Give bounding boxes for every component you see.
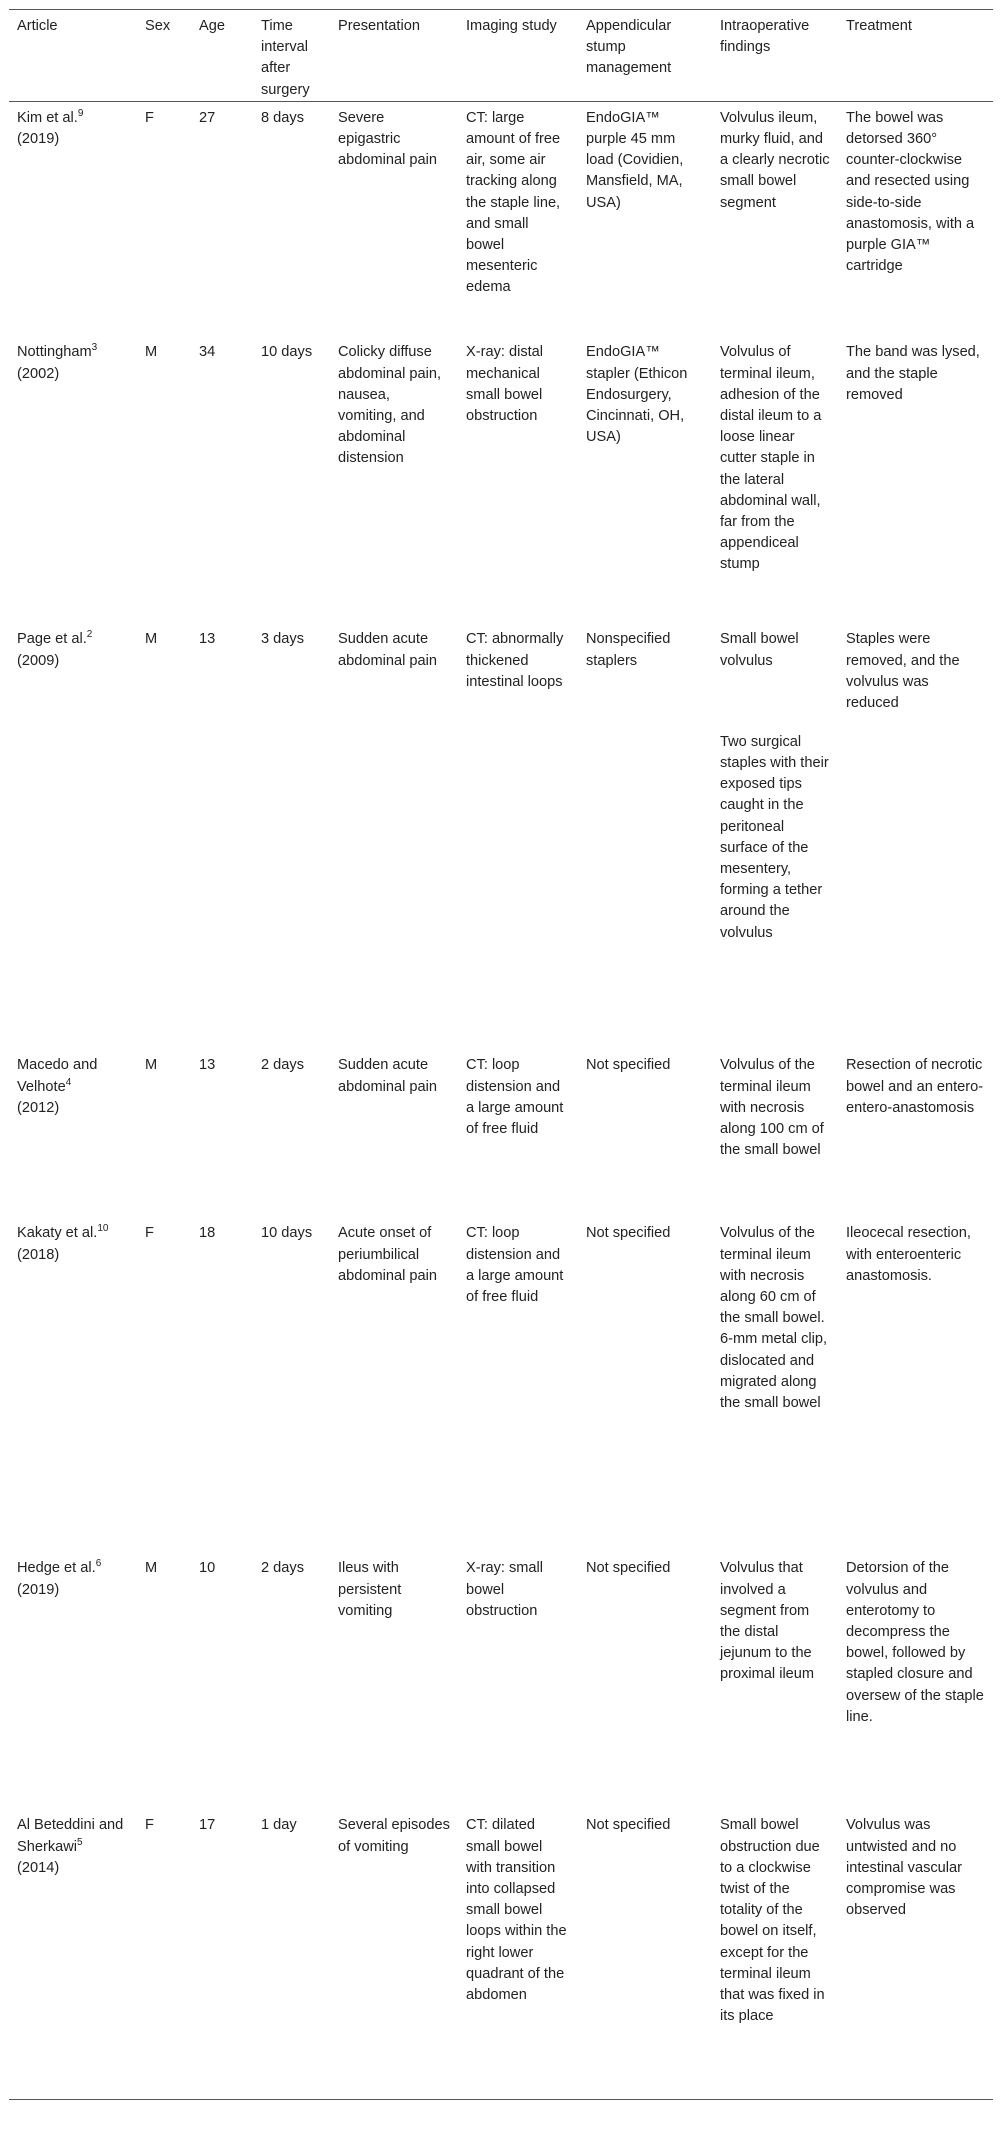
cell-stump: Not specified [586, 1057, 671, 1074]
cell-sex: F [145, 1817, 154, 1834]
cell-imaging: CT: abnormally thickened intestinal loops [466, 631, 564, 690]
cell-age: 10 [199, 1560, 216, 1577]
cell-article: Page et al.$^2$ (2009) [17, 629, 93, 669]
cell-presentation: Sudden acute abdominal pain [338, 631, 437, 669]
cell-article: Macedo and Velhote$^4$ (2012) [17, 1057, 98, 1116]
cell-interval: 10 days [261, 1225, 313, 1242]
table-row [9, 336, 993, 623]
cell-interval: 2 days [261, 1057, 304, 1074]
cell-age: 13 [199, 631, 216, 648]
cell-imaging: CT: large amount of free air, some air tracking along the staple line, and small bowel mesenteric edema [466, 109, 561, 296]
cell-stump: EndoGIA™ stapler (Ethicon Endosurgery, Cincinnati, OH, USA) [586, 344, 688, 446]
cell-presentation: Sudden acute abdominal pain [338, 1057, 437, 1095]
table-row [9, 1809, 993, 2099]
cell-treatment: Resection of necrotic bowel and an entero-entero-anastomosis [846, 1057, 984, 1116]
cell-age: 27 [199, 109, 216, 126]
cell-findings: Small bowel volvulus Two surgical staples with their exposed tips caught in the peritoneal surface of the mesentery, forming a tether around the volvulus [720, 631, 829, 941]
header-time-interval: Time interval after surgery [261, 18, 310, 98]
cell-article: Kakaty et al.$^{10}$ (2018) [17, 1223, 109, 1263]
cell-imaging: CT: loop distension and a large amount of free fluid [466, 1057, 564, 1137]
cell-treatment: Volvulus was untwisted and no intestinal vascular compromise was observed [846, 1817, 962, 1919]
header-imaging-study: Imaging study [466, 18, 557, 34]
cell-treatment: The bowel was detorsed 360° counter-clockwise and resected using side-to-side anastomosis, with a purple GIA™ cartridge [846, 109, 975, 275]
cell-findings: Volvulus that involved a segment from the distal jejunum to the proximal ileum [720, 1560, 815, 1683]
cell-findings: Volvulus of the terminal ileum with necrosis along 100 cm of the small bowel [720, 1057, 824, 1159]
cell-presentation: Acute onset of periumbilical abdominal pain [338, 1225, 437, 1284]
case-reports-table [9, 9, 993, 2100]
cell-presentation: Ileus with persistent vomiting [338, 1560, 402, 1619]
cell-presentation: Several episodes of vomiting [338, 1817, 450, 1855]
cell-interval: 1 day [261, 1817, 297, 1834]
header-presentation: Presentation [338, 18, 420, 34]
cell-age: 13 [199, 1057, 216, 1074]
header-intraoperative-findings: Intraoperative findings [720, 18, 810, 56]
cell-sex: M [145, 344, 158, 361]
cell-sex: M [145, 1057, 158, 1074]
header-treatment: Treatment [846, 18, 912, 34]
cell-treatment: Detorsion of the volvulus and enterotomy to decompress the bowel, followed by stapled closure and oversew of the staple line. [846, 1560, 984, 1725]
cell-stump: EndoGIA™ purple 45 mm load (Covidien, Mansfield, MA, USA) [586, 109, 684, 211]
cell-sex: F [145, 1225, 154, 1242]
cell-stump: Nonspecified staplers [586, 631, 671, 669]
cell-imaging: CT: loop distension and a large amount of free fluid [466, 1225, 564, 1305]
cell-sex: M [145, 1560, 158, 1577]
cell-findings: Volvulus ileum, murky fluid, and a clearly necrotic small bowel segment [720, 109, 830, 211]
cell-article: Nottingham$^3$ (2002) [17, 342, 98, 382]
header-article: Article [17, 18, 58, 34]
cell-treatment: The band was lysed, and the staple removed [846, 344, 980, 403]
header-age: Age [199, 18, 225, 34]
cell-sex: M [145, 631, 158, 648]
cell-sex: F [145, 109, 154, 126]
cell-age: 34 [199, 344, 216, 361]
table-row [9, 1552, 993, 1809]
header-sex: Sex [145, 18, 171, 34]
cell-presentation: Colicky diffuse abdominal pain, nausea, vomiting, and abdominal distension [338, 344, 442, 467]
cell-article: Al Beteddini and Sherkawi$^5$ (2014) [17, 1817, 124, 1876]
cell-imaging: X-ray: distal mechanical small bowel obstruction [466, 344, 544, 424]
cell-age: 18 [199, 1225, 216, 1242]
cell-interval: 8 days [261, 109, 304, 126]
table-row [9, 1217, 993, 1552]
table-row [9, 1049, 993, 1217]
cell-article: Kim et al.$^9$ (2019) [17, 107, 84, 148]
cell-treatment: Staples were removed, and the volvulus was reduced [846, 631, 960, 711]
cell-age: 17 [199, 1817, 216, 1834]
cell-stump: Not specified [586, 1560, 671, 1577]
cell-treatment: Ileocecal resection, with enteroenteric anastomosis. [846, 1225, 971, 1284]
cell-findings: Volvulus of the terminal ileum with necrosis along 60 cm of the small bowel. 6-mm metal clip, dislocated and migrated along the small bowel [720, 1225, 828, 1411]
cell-interval: 3 days [261, 631, 304, 648]
cell-stump: Not specified [586, 1225, 671, 1242]
cell-findings: Volvulus of terminal ileum, adhesion of the distal ileum to a loose linear cutter staple in the lateral abdominal wall, far from the appendiceal stump [720, 344, 822, 573]
cell-presentation: Severe epigastric abdominal pain [338, 109, 437, 169]
cell-article: Hedge et al.$^6$ (2019) [17, 1558, 102, 1598]
cell-findings: Small bowel obstruction due to a clockwise twist of the totality of the bowel on itself, except for the terminal ileum that was fixed in its place [720, 1817, 825, 2025]
cell-stump: Not specified [586, 1817, 671, 1834]
table-row [9, 623, 993, 1049]
table-row [9, 101, 993, 336]
cell-imaging: X-ray: small bowel obstruction [466, 1560, 544, 1619]
header-row [9, 10, 993, 102]
cell-interval: 2 days [261, 1560, 304, 1577]
cell-imaging: CT: dilated small bowel with transition into collapsed small bowel loops within the right lower quadrant of the abdomen [466, 1817, 567, 2003]
cell-interval: 10 days [261, 344, 313, 361]
header-stump-management: Appendicular stump management [586, 18, 672, 77]
